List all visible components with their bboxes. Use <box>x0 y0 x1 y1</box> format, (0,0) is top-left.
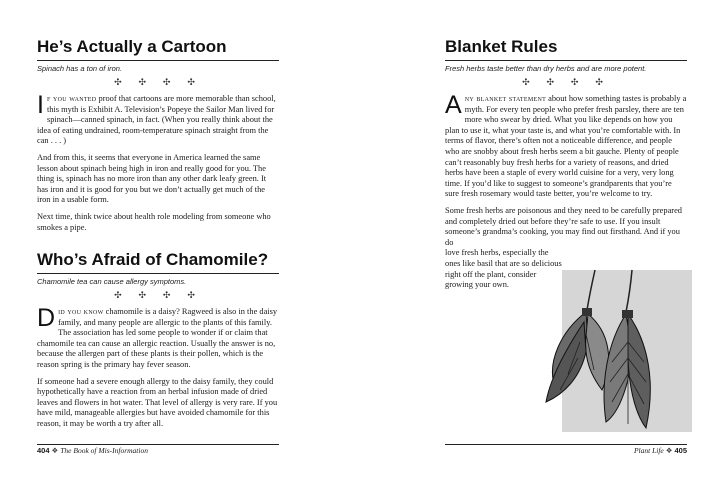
section-spinach <box>37 37 279 239</box>
footer-separator-icon: ❖ <box>51 446 59 455</box>
section-title: He’s Actually a Cartoon <box>37 37 279 61</box>
section-subtitle: Fresh herbs taste better than dry herbs and are more potent. <box>445 64 647 73</box>
ornament-divider: ✣ ✣ ✣ ✣ <box>114 291 202 301</box>
paragraph-wrapped: love fresh herbs, especially the ones like basil that are so delicious right off the plant, consider growing your own. <box>445 248 562 290</box>
section-title: Blanket Rules <box>445 37 687 61</box>
paragraph: If someone had a severe enough allergy to the daisy family, they could hypothetically have a reaction from an herbal infusion made of dried leaves and flowers in hot water. That level of allergy is very rare. If you have mild, manageable allergies but have avoided chamomile for this reason, it may be worth a try after all. <box>37 376 278 428</box>
drop-cap: D <box>37 304 56 332</box>
paragraph-text: chamomile is a daisy? Ragweed is also in the daisy family, and many people are allergic to the plants of this family. The association has led some people to wonder if or claim that chamomile tea can cause an allergic reaction. Usually the answer is no, because the allergen part of these plants is their pollen, which is the reason spring is the primary hay fever season. <box>37 307 278 369</box>
ornament-divider: ✣ ✣ ✣ ✣ <box>114 78 202 88</box>
ornament-divider: ✣ ✣ ✣ ✣ <box>522 78 610 88</box>
paragraph <box>37 91 279 147</box>
paragraph-text: proof that cartoons are more memorable than school, this myth is Exhibit A. Television’s Popeye the Sailor Man lived for spinach—canned spinach, in fact. (When you really think about the idea of eating undrained, room-temperature spinach straight from the can . . . ) <box>37 94 276 146</box>
paragraph <box>445 91 687 200</box>
lead-in: id you know <box>58 307 104 316</box>
section-name: Plant Life <box>633 446 664 455</box>
book-title: The Book of Mis-Information <box>60 446 148 455</box>
lead-in: f you wanted <box>46 94 97 103</box>
paragraph <box>37 304 279 371</box>
paragraph: Some fresh herbs are poisonous and they need to be carefully prepared and completely dried out before they’re safe to use. If you insult someone’s grandma’s cooking, you may find out firsthand. And if you do <box>445 205 682 247</box>
paragraph: And from this, it seems that everyone in America learned the same lesson about spinach being high in iron and really good for you. The thing is, spinach has no more iron than any other dark leafy green. It has iron and it is good for you but we don’t actually get much of the iron in a usable form. <box>37 152 267 205</box>
footer-separator-icon: ❖ <box>665 446 673 455</box>
section-subtitle: Spinach has a ton of iron. <box>37 64 123 73</box>
section-chamomile <box>37 250 279 436</box>
paragraph: Next time, think twice about health role modeling from someone who smokes a pipe. <box>37 211 271 232</box>
page-footer <box>445 444 687 458</box>
herb-bundles-illustration <box>540 262 700 440</box>
paragraph-text: about how something tastes is probably a myth. For every ten people who prefer fresh parsley, there are ten more who swear by dried. What you like depends on how you plan to use it, what your taste is, and what you’re comfortable with. In terms of flavor, there’s often not a noticeable difference, and people who are snobby about fresh herbs seem a bit gauche. Plenty of people can’t reasonably buy fresh herbs for a variety of reasons, and dried herbs have been a staple of every world cuisine for a very, very long time. If you’d like to suggest to someone’s grandparents that you’re sure fresh rosemary would taste better, you’re welcome to try. <box>445 94 687 199</box>
drop-cap: A <box>445 91 462 119</box>
page-number: 404 <box>37 446 50 455</box>
section-blanket-rules <box>445 37 687 297</box>
page-number: 405 <box>674 446 687 455</box>
section-title: Who’s Afraid of Chamomile? <box>37 250 279 274</box>
page-footer <box>37 444 279 458</box>
drop-cap: I <box>37 91 44 119</box>
section-subtitle: Chamomile tea can cause allergy symptoms. <box>37 277 187 286</box>
lead-in: ny blanket statement <box>464 94 547 103</box>
